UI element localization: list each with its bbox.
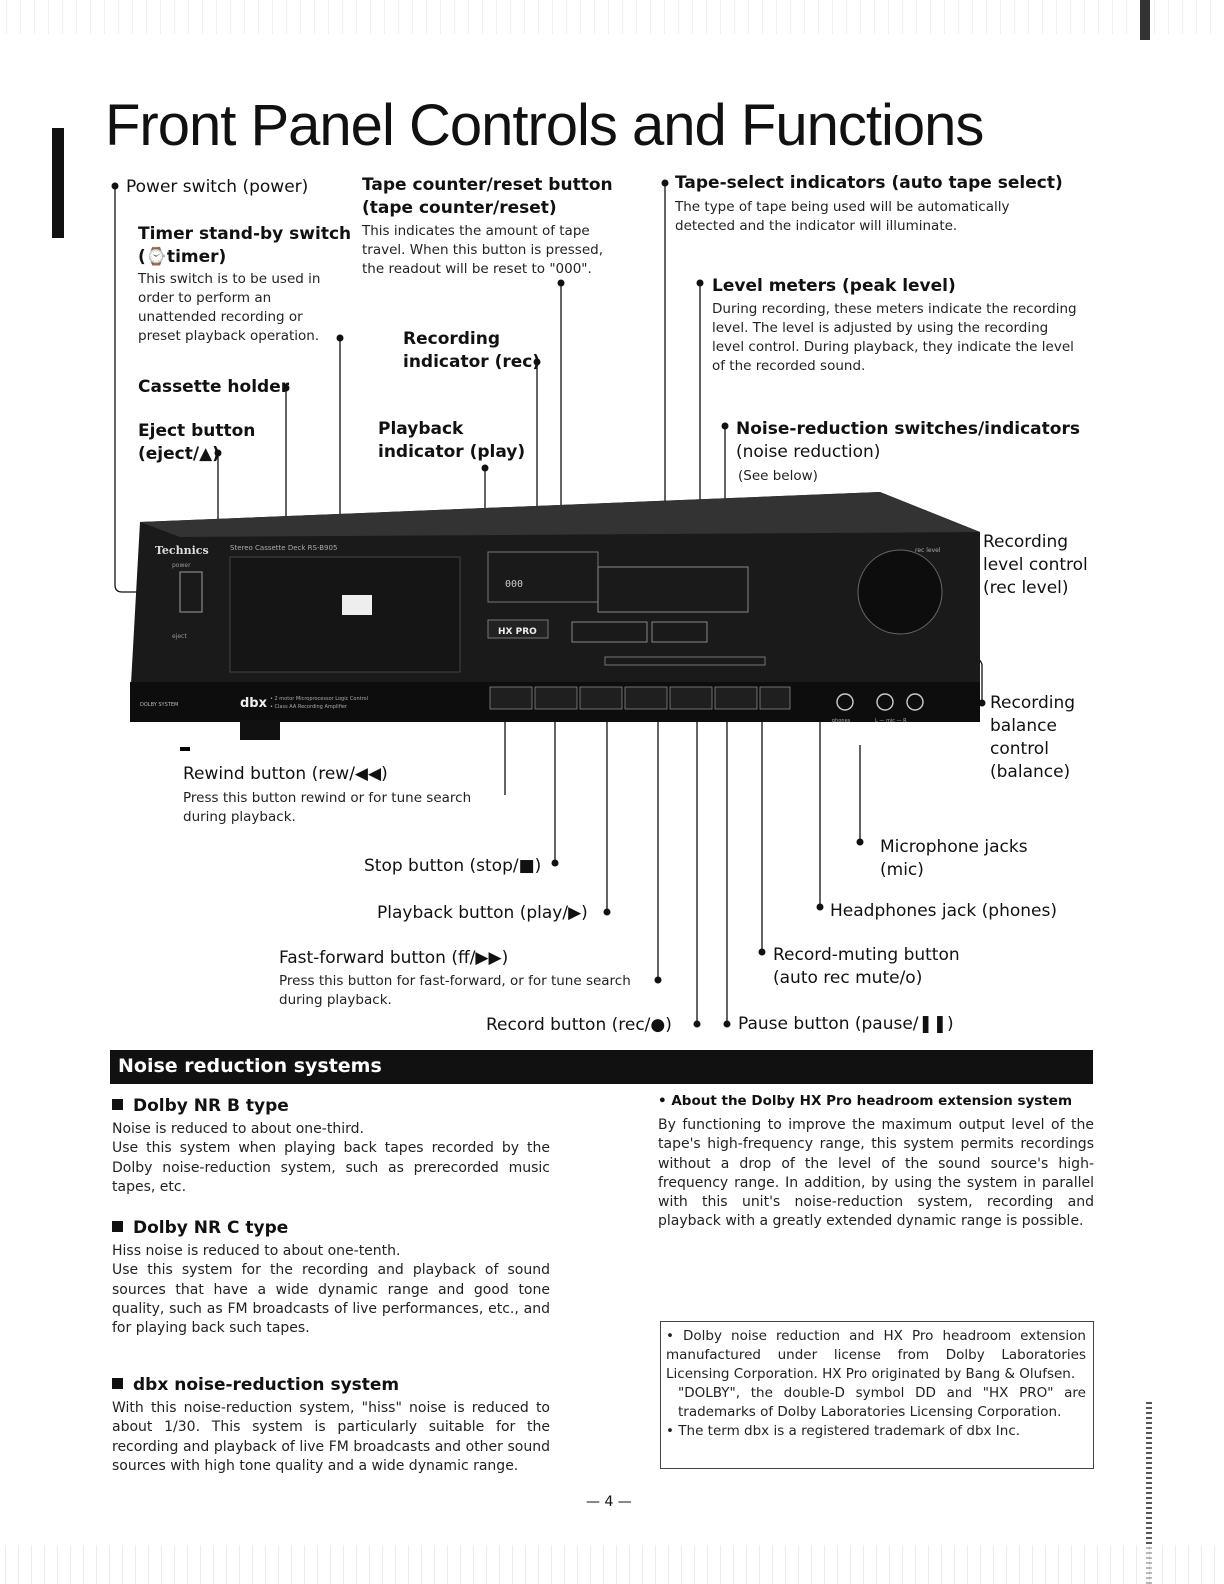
label-record: Record button (rec/●) xyxy=(486,1015,672,1035)
heading-hx-pro: • About the Dolby HX Pro headroom extension system xyxy=(658,1093,1073,1109)
play-key[interactable] xyxy=(580,687,622,709)
svg-text:HX PRO: HX PRO xyxy=(498,627,537,637)
label-mic-1: Microphone jacks xyxy=(880,837,1028,857)
timer-desc-3: unattended recording or xyxy=(138,309,303,325)
bullet-dot-icon: • xyxy=(666,1328,684,1344)
svg-text:power: power xyxy=(172,562,191,569)
dbx-text: With this noise-reduction system, "hiss" noise is reduced to about 1/30. This system is particularly suitable for the recording and playback of live FM broadcasts and other sound sources with high tone quality and a wide dynamic range. xyxy=(112,1400,550,1474)
svg-text:• 2 motor Microprocessor Logic: • 2 motor Microprocessor Logic Control xyxy=(270,696,369,702)
label-balance-4: (balance) xyxy=(990,762,1071,782)
rec-level-knob[interactable] xyxy=(858,550,942,634)
dolby-b-text: Noise is reduced to about one-third. Use this system when playing back tapes recorded by the Dolby noise-reduction system, such as prerecorded music tapes, etc. xyxy=(112,1121,550,1195)
svg-text:eject: eject xyxy=(172,633,187,640)
label-ff: Fast-forward button (ff/▶▶) xyxy=(279,948,509,968)
cassette-window xyxy=(342,595,372,615)
label-pause: Pause button (pause/❚❚) xyxy=(738,1014,954,1034)
rewind-desc-2: during playback. xyxy=(183,809,296,825)
note-line-1: • Dolby noise reduction and HX Pro headroom extension manufactured under license from Dolby Laboratories Licensing Corporation. HX Pro originated by Bang & Olufsen. xyxy=(666,1328,1086,1382)
label-timer-heading: Timer stand-by switch xyxy=(138,224,352,244)
label-rewind: Rewind button (rew/◀◀) xyxy=(183,764,388,784)
meters-desc-2: level. The level is adjusted by using the recording xyxy=(712,320,1049,336)
heading-dbx: dbx noise-reduction system xyxy=(112,1375,399,1395)
stop-key[interactable] xyxy=(535,687,577,709)
pause-key[interactable] xyxy=(715,687,757,709)
label-mic-2: (mic) xyxy=(880,860,924,880)
tape-select-desc-1: The type of tape being used will be automatically xyxy=(675,199,1010,215)
svg-text:rec level: rec level xyxy=(915,547,941,554)
label-tape-select: Tape-select indicators (auto tape select) xyxy=(675,173,1063,193)
counter-desc-3: the readout will be reset to "000". xyxy=(362,261,592,277)
hx-pro-text: By functioning to improve the maximum output level of the tape's high-frequency range, this system permits recordings without a drop of the level of the sound source's high-frequency range. In addition, by using the system in parallel with this unit's noise-reduction system, recording and playback with a greatly extended dynamic range is possible. xyxy=(658,1117,1094,1230)
svg-text:000: 000 xyxy=(505,579,524,590)
page-title: Front Panel Controls and Functions xyxy=(105,93,984,158)
label-rec-level-3: (rec level) xyxy=(983,578,1069,598)
bullet-square-icon xyxy=(112,1378,123,1389)
bullet-square-icon xyxy=(112,1221,123,1232)
svg-text:• Class AA Recording Amplifier: • Class AA Recording Amplifier xyxy=(270,704,347,710)
trademark-note-box xyxy=(660,1321,1094,1469)
meters-desc-3: level control. During playback, they indicate the level xyxy=(712,339,1074,355)
tape-select-desc-2: detected and the indicator will illuminate. xyxy=(675,218,958,234)
label-balance-3: control xyxy=(990,739,1049,759)
ff-desc-1: Press this button for fast-forward, or for tune search xyxy=(279,973,631,989)
label-nr-2: (noise reduction) xyxy=(736,442,881,462)
heading-dolby-c: Dolby NR C type xyxy=(112,1218,288,1238)
label-rec-indicator-1: Recording xyxy=(403,329,501,349)
label-rec-level-1: Recording xyxy=(983,532,1069,552)
svg-text:DOLBY SYSTEM: DOLBY SYSTEM xyxy=(140,702,179,708)
label-rec-indicator-2: indicator (rec) xyxy=(403,352,541,372)
label-nr-3: (See below) xyxy=(738,468,818,484)
model-text: Stereo Cassette Deck RS-B905 xyxy=(230,544,338,552)
label-phones: Headphones jack (phones) xyxy=(830,901,1057,921)
dolby-c-text: Hiss noise is reduced to about one-tenth. Use this system for the recording and playback of sound sources that have a wide dynamic range and good tone quality, such as FM broadcasts of live performances, etc., and for playing back such tapes. xyxy=(112,1243,550,1337)
label-level-meters: Level meters (peak level) xyxy=(712,276,956,296)
timer-desc-4: preset playback operation. xyxy=(138,328,320,344)
ff-key[interactable] xyxy=(625,687,667,709)
timer-desc-2: order to perform an xyxy=(138,290,272,306)
brand-logo: Technics xyxy=(155,544,209,557)
label-counter-2: (tape counter/reset) xyxy=(362,198,557,218)
label-eject-2: (eject/▲) xyxy=(138,444,220,464)
note-line-3: • The term dbx is a registered trademark of dbx Inc. xyxy=(666,1423,1021,1439)
label-balance-1: Recording xyxy=(990,693,1076,713)
meters-desc-1: During recording, these meters indicate the recording xyxy=(712,301,1077,317)
bullet-square-icon xyxy=(112,1099,123,1110)
meters-desc-4: of the recorded sound. xyxy=(712,358,866,374)
svg-text:phones: phones xyxy=(832,718,851,724)
label-rec-level-2: level control xyxy=(983,555,1088,575)
note-line-2: "DOLBY", the double-D symbol DD and "HX PRO" are trademarks of Dolby Laboratories Licensing Corporation. xyxy=(678,1385,1086,1420)
label-mute-2: (auto rec mute/o) xyxy=(773,968,923,988)
heading-dolby-b: Dolby NR B type xyxy=(112,1096,289,1116)
label-timer-sub: (⌚timer) xyxy=(138,247,227,267)
label-mute-1: Record-muting button xyxy=(773,945,960,965)
label-cassette-holder: Cassette holder xyxy=(138,377,290,397)
cassette-deck-illustration xyxy=(110,492,990,752)
rewind-desc-1: Press this button rewind or for tune search xyxy=(183,790,472,806)
counter-desc-2: travel. When this button is pressed, xyxy=(362,242,603,258)
mute-key[interactable] xyxy=(760,687,790,709)
label-stop: Stop button (stop/■) xyxy=(364,856,542,876)
svg-text:dbx: dbx xyxy=(240,696,267,711)
label-play: Playback button (play/▶) xyxy=(377,903,588,923)
ff-desc-2: during playback. xyxy=(279,992,392,1008)
label-play-indicator-1: Playback xyxy=(378,419,464,439)
scan-noise-bottom xyxy=(0,1545,1224,1584)
rewind-key[interactable] xyxy=(490,687,532,709)
page-number: — 4 — xyxy=(586,1494,632,1510)
bullet-dot-icon: • xyxy=(666,1423,679,1439)
record-key[interactable] xyxy=(670,687,712,709)
label-nr-1: Noise-reduction switches/indicators xyxy=(736,419,1080,439)
label-counter-1: Tape counter/reset button xyxy=(362,175,613,195)
svg-text:L — mic — R: L — mic — R xyxy=(875,718,907,724)
label-balance-2: balance xyxy=(990,716,1057,736)
counter-desc-1: This indicates the amount of tape xyxy=(362,223,590,239)
bullet-dot-icon: • xyxy=(658,1093,672,1109)
label-play-indicator-2: indicator (play) xyxy=(378,442,526,462)
timer-desc-1: This switch is to be used in xyxy=(138,271,321,287)
label-power-switch: Power switch (power) xyxy=(126,177,309,197)
label-eject-1: Eject button xyxy=(138,421,256,441)
section-heading: Noise reduction systems xyxy=(118,1055,382,1077)
